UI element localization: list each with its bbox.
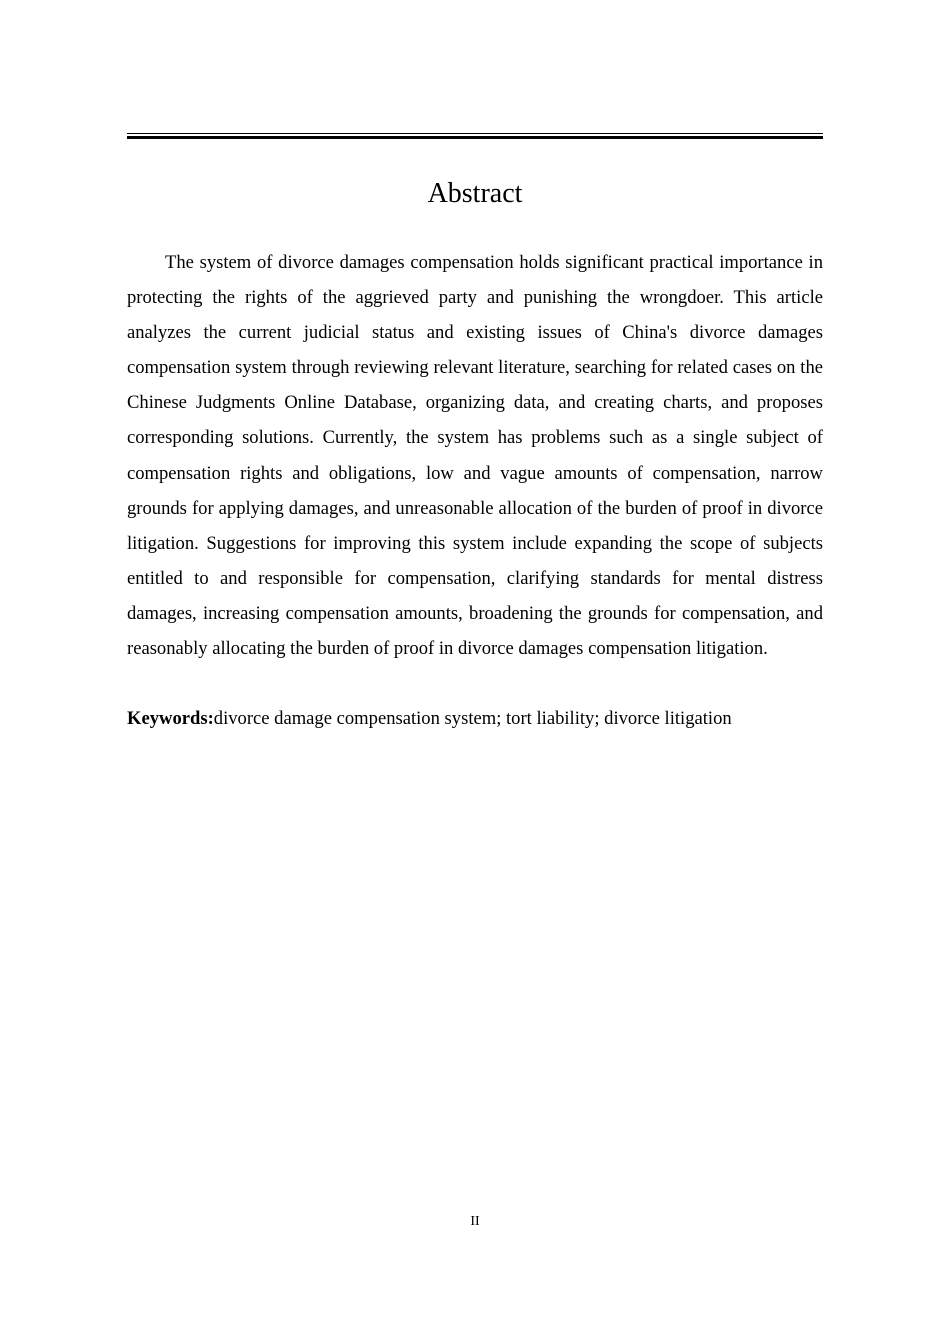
keywords-line <box>127 701 823 736</box>
page-number: II <box>470 1214 480 1229</box>
abstract-paragraph: The system of divorce damages compensation holds significant practical importance in protecting the rights of the aggrieved party and punishing the wrongdoer. This article analyzes the current judicial status and existing issues of China's divorce damages compensation system through reviewing relevant literature, searching for related cases on the Chinese Judgments Online Database, organizing data, and creating charts, and proposes corresponding solutions. Currently, the system has problems such as a single subject of compensation rights and obligations, low and vague amounts of compensation, narrow grounds for applying damages, and unreasonable allocation of the burden of proof in divorce litigation. Suggestions for improving this system include expanding the scope of subjects entitled to and responsible for compensation, clarifying standards for mental distress damages, increasing compensation amounts, broadening the grounds for compensation, and reasonably allocating the burden of proof in divorce damages compensation litigation. <box>127 252 823 660</box>
page-title: Abstract <box>427 178 523 209</box>
header-double-rule <box>127 133 823 139</box>
keywords-label: Keywords: <box>127 708 214 729</box>
keywords-text: divorce damage compensation system; tort liability; divorce litigation <box>213 708 732 729</box>
